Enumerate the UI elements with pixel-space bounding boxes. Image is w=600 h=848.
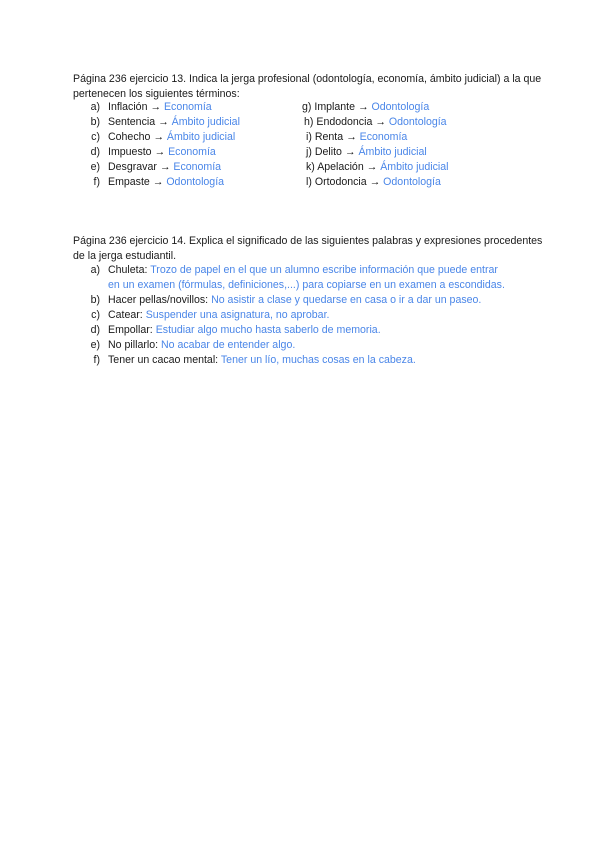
arrow-icon: → <box>154 146 166 158</box>
list-item <box>302 100 429 115</box>
item-marker: b) <box>90 116 100 128</box>
item-answer: Suspender una asignatura, no aprobar. <box>145 309 330 321</box>
item-answer: Trozo de papel en el que un alumno escribe información que puede entrar <box>150 264 498 276</box>
item-answer: Ámbito judicial <box>380 161 449 173</box>
item-answer: No acabar de entender algo. <box>161 339 296 351</box>
item-answer: Economía <box>173 161 222 173</box>
item-term: No pillarlo: <box>108 339 159 351</box>
item-marker: j) <box>306 146 312 158</box>
item-term: Implante <box>314 101 356 113</box>
exercise-14-heading: Página 236 ejercicio 14. Explica el significado de las siguientes palabras y expresiones procedentes de la jerga estudiantil. <box>73 235 543 262</box>
item-answer: Odontología <box>388 116 447 128</box>
arrow-icon: → <box>375 116 386 128</box>
item-term: Apelación <box>317 161 364 173</box>
list-item <box>306 130 407 145</box>
arrow-icon: → <box>366 161 378 173</box>
item-marker: d) <box>90 324 100 336</box>
arrow-icon: → <box>344 146 356 158</box>
item-term: Ortodoncia <box>314 176 367 188</box>
item-answer: Ámbito judicial <box>171 116 240 128</box>
item-term: Renta <box>314 131 344 143</box>
list-item <box>306 160 449 175</box>
item-term: Hacer pellas/novillos: <box>108 294 209 306</box>
item-term: Empaste <box>108 176 150 188</box>
item-term: Impuesto <box>108 146 152 158</box>
arrow-icon: → <box>158 116 169 128</box>
arrow-icon: → <box>357 101 369 113</box>
item-marker: d) <box>90 146 100 158</box>
list-item-continuation <box>108 278 505 293</box>
item-marker: g) <box>302 101 312 113</box>
item-marker: a) <box>90 101 100 113</box>
item-marker: l) <box>306 176 312 188</box>
item-marker: a) <box>90 264 100 276</box>
item-answer: Economía <box>163 101 212 113</box>
item-answer: Odontología <box>371 101 430 113</box>
item-marker: e) <box>90 339 100 351</box>
arrow-icon: → <box>346 131 357 143</box>
item-marker: c) <box>91 131 100 143</box>
item-term: Delito <box>314 146 342 158</box>
item-term: Tener un cacao mental: <box>108 354 219 366</box>
item-answer: Ámbito judicial <box>358 146 427 158</box>
item-marker: b) <box>90 294 100 306</box>
item-term: Inflación <box>108 101 148 113</box>
item-marker: c) <box>91 309 100 321</box>
exercise-13-heading: Página 236 ejercicio 13. Indica la jerga profesional (odontología, economía, ámbito judicial) a la que pertenecen los siguientes términos: <box>73 73 542 100</box>
item-marker: k) <box>306 161 315 173</box>
item-answer: Odontología <box>383 176 441 188</box>
item-term: Sentencia <box>108 116 156 128</box>
item-answer: No asistir a clase y quedarse en casa o ir a dar un paseo. <box>211 294 482 306</box>
item-answer: Ámbito judicial <box>166 131 236 143</box>
item-term: Catear: <box>108 309 143 321</box>
item-answer: Economía <box>359 131 408 143</box>
arrow-icon: → <box>369 176 381 188</box>
item-answer: Tener un lío, muchas cosas en la cabeza. <box>220 354 416 366</box>
arrow-icon: → <box>159 161 171 173</box>
arrow-icon: → <box>150 101 162 113</box>
item-term: Chuleta: <box>108 264 148 276</box>
item-term: Desgravar <box>108 161 157 173</box>
item-marker: i) <box>306 131 312 143</box>
item-marker: f) <box>93 176 100 188</box>
item-marker: e) <box>90 161 100 173</box>
list-item <box>306 175 441 190</box>
arrow-icon: → <box>153 131 164 143</box>
item-answer: Odontología <box>166 176 225 188</box>
item-marker: f) <box>93 354 100 366</box>
item-marker: h) <box>304 116 314 128</box>
arrow-icon: → <box>152 176 164 188</box>
item-term: Endodoncia <box>316 116 373 128</box>
item-answer: en un examen (fórmulas, definiciones,...) para copiarse en un examen a escondidas. <box>108 279 505 291</box>
item-answer: Economía <box>168 146 216 158</box>
item-term: Empollar: <box>108 324 153 336</box>
item-term: Cohecho <box>108 131 151 143</box>
item-answer: Estudiar algo mucho hasta saberlo de memoria. <box>155 324 381 336</box>
list-item <box>304 115 447 130</box>
list-item <box>306 145 427 160</box>
